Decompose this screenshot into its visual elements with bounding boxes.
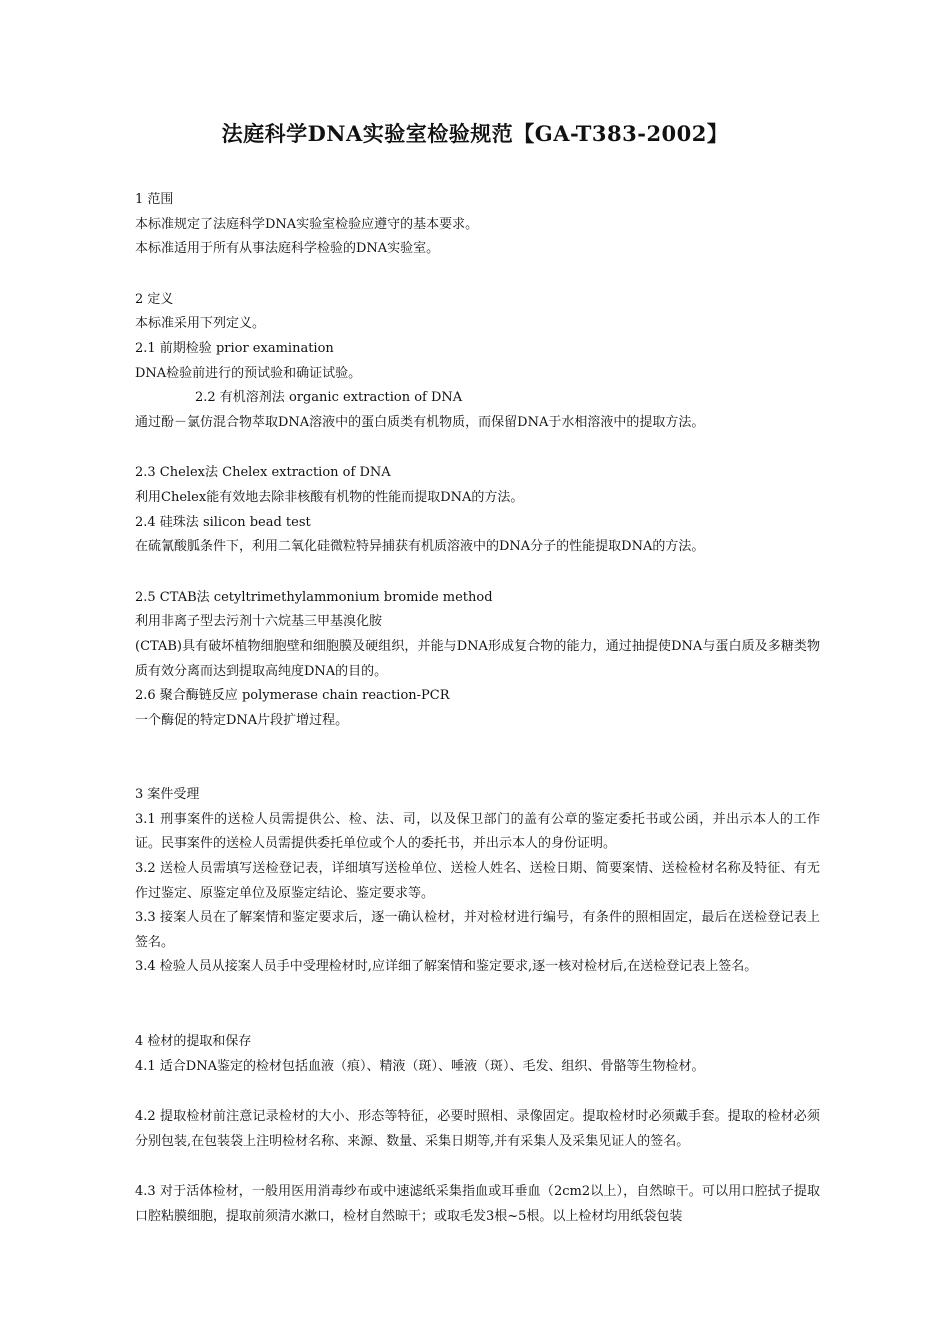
definition-2-4-text: 在硫氰酸胍条件下，利用二氧化硅微粒特异捕获有机质溶液中的DNA分子的性能提取DNA的方法。: [135, 539, 705, 555]
section-4-heading: 4 检材的提取和保存: [135, 1034, 252, 1050]
section-1-paragraph-1: 本标准规定了法庭科学DNA实验室检验应遵守的基本要求。: [135, 216, 479, 232]
definition-2-1-title: 2.1 前期检验 prior examination: [135, 340, 334, 356]
definition-2-3-text: 利用Chelex能有效地去除非核酸有机物的性能而提取DNA的方法。: [135, 489, 524, 505]
section-3-heading: 3 案件受理: [135, 787, 200, 803]
section-2-intro: 本标准采用下列定义。: [135, 316, 266, 332]
section-1-heading: 1 范围: [135, 192, 174, 207]
clause-3-1: 3.1 刑事案件的送检人员需提供公、检、法、司，以及保卫部门的盖有公章的鉴定委托书或公函，并出示本人的工作证。民事案件的送检人员需提供委托单位或个人的委托书，并出示本人的身份证明。: [135, 811, 820, 852]
section-1-paragraph-2: 本标准适用于所有从事法庭科学检验的DNA实验室。: [135, 241, 440, 257]
section-2-heading: 2 定义: [135, 291, 174, 307]
definition-2-6-text: 一个酶促的特定DNA片段扩增过程。: [135, 712, 349, 728]
definition-2-2-title: 2.2 有机溶剂法 organic extraction of DNA: [195, 390, 463, 406]
document-body: [135, 188, 820, 1230]
definition-2-5-text-1: 利用非离子型去污剂十六烷基三甲基溴化胺: [135, 614, 383, 630]
definition-2-2-text: 通过酚－氯仿混合物萃取DNA溶液中的蛋白质类有机物质，而保留DNA于水相溶液中的提取方法。: [135, 414, 705, 430]
clause-4-1: 4.1 适合DNA鉴定的检材包括血液（痕）、精液（斑）、唾液（斑）、毛发、组织、骨骼等生物检材。: [135, 1058, 705, 1074]
definition-2-5-title: 2.5 CTAB法 cetyltrimethylammonium bromide method: [135, 589, 493, 605]
definition-2-6-title: 2.6 聚合酶链反应 polymerase chain reaction-PCR: [135, 688, 450, 704]
clause-3-4: 3.4 检验人员从接案人员手中受理检材时,应详细了解案情和鉴定要求,逐一核对检材后,在送检登记表上签名。: [135, 959, 758, 975]
definition-2-3-title: 2.3 Chelex法 Chelex extraction of DNA: [135, 465, 391, 481]
clause-3-2: 3.2 送检人员需填写送检登记表，详细填写送检单位、送检人姓名、送检日期、简要案情、送检检材名称及特征、有无作过鉴定、原鉴定单位及原鉴定结论、鉴定要求等。: [135, 861, 820, 901]
definition-2-1-text: DNA检验前进行的预试验和确证试验。: [135, 365, 362, 381]
definition-2-5-text-2: (CTAB)具有破坏植物细胞壁和细胞膜及硬组织，并能与DNA形成复合物的能力，通过抽提使DNA与蛋白质及多糖类物质有效分离而达到提取高纯度DNA的目的。: [135, 638, 820, 679]
definition-2-4-title: 2.4 硅珠法 silicon bead test: [135, 514, 311, 530]
clause-3-3: 3.3 接案人员在了解案情和鉴定要求后，逐一确认检材，并对检材进行编号，有条件的照相固定，最后在送检登记表上签名。: [135, 910, 820, 950]
clause-4-3: 4.3 对于活体检材，一般用医用消毒纱布或中速滤纸采集指血或耳垂血（2cm2以上），自然晾干。可以用口腔拭子提取口腔粘膜细胞，提取前须清水漱口，检材自然晾干；或取毛发3根~5根。以上检材均用纸袋包装: [135, 1184, 820, 1224]
document-title: 法庭科学DNA实验室检验规范【GA-T383-2002】: [221, 121, 729, 146]
clause-4-2: 4.2 提取检材前注意记录检材的大小、形态等特征，必要时照相、录像固定。提取检材时必须戴手套。提取的检材必须分别包装,在包装袋上注明检材名称、来源、数量、采集日期等,并有采集人及采集见证人的签名。: [135, 1109, 820, 1149]
